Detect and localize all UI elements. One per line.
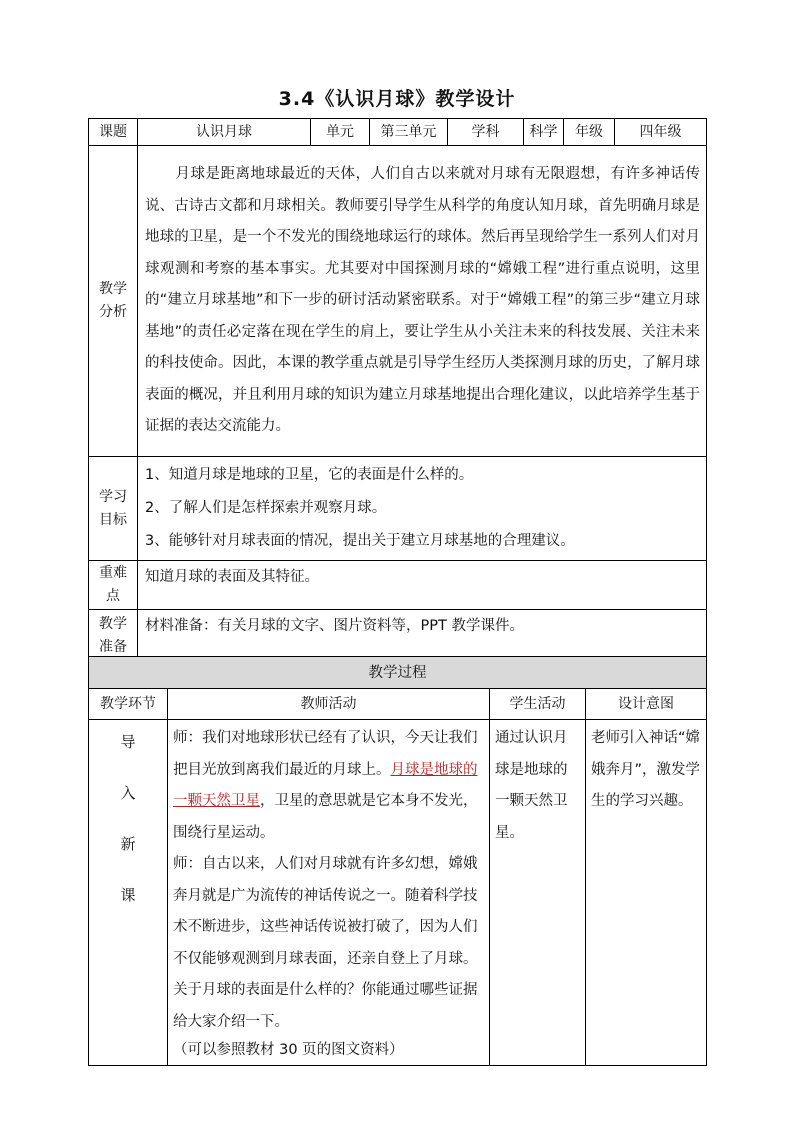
- design-intent: 老师引入神话“嫦娥奔月”，激发学生的学习兴趣。: [586, 720, 707, 1066]
- teacher-paragraph-1: 师：我们对地球形状已经有了认识，今天让我们把目光放到离我们最近的月球上。月球是地球的一颗天然卫星，卫星的意思就是它本身不发光，围绕行星运动。: [173, 730, 478, 841]
- phase-intro: 导 入 新 课: [89, 720, 168, 1066]
- grade-label: 年级: [564, 119, 615, 146]
- analysis-text: 月球是距离地球最近的天体，人们自古以来就对月球有无限遐想，有许多神话传说、古诗古文都和月球相关。教师要引导学生从科学的角度认知月球，首先明确月球是地球的卫星，是一个不发光的围绕地球运行的球体。然后再呈现给学生一系列人们对月球观测和考察的基本事实。尤其要对中国探测月球的“嫦娥工程”进行重点说明，这里的“建立月球基地”和下一步的研讨活动紧密联系。对于“嫦娥工程”的第三步“建立月球基地”的责任必定落在现在学生的肩上，要让学生从小关注未来的科技发展、关注未来的科技使命。因此，本课的教学重点就是引导学生经历人类探测月球的历史，了解月球表面的概况，并且利用月球的知识为建立月球基地提出合理化建议，以此培养学生基于证据的表达交流能力。: [138, 146, 707, 457]
- process-header-row: [89, 689, 707, 720]
- goals-row: [89, 457, 707, 561]
- preparation-label: 教学 准备: [89, 610, 138, 662]
- topic-label: 课题: [89, 119, 138, 146]
- process-section-row: [89, 657, 707, 689]
- header-phase: 教学环节: [89, 689, 168, 720]
- process-section-title: 教学过程: [89, 657, 707, 689]
- header-intent: 设计意图: [586, 689, 707, 720]
- info-row: [89, 119, 707, 146]
- preparation-row: [89, 610, 707, 662]
- teaching-process-table: [88, 656, 707, 1066]
- grade-value: 四年级: [615, 119, 707, 146]
- goal-item: 2、了解人们是怎样探索并观察月球。: [145, 500, 387, 516]
- preparation-text: 材料准备：有关月球的文字、图片资料等，PPT 教学课件。: [138, 610, 707, 662]
- student-activity: 通过认识月球是地球的一颗天然卫星。: [490, 720, 586, 1066]
- unit-value: 第三单元: [370, 119, 448, 146]
- goal-item: 1、知道月球是地球的卫星，它的表面是什么样的。: [145, 467, 474, 483]
- goals-list: [138, 457, 707, 561]
- teacher-paragraph-3: （可以参照教材 30 页的图文资料）: [173, 1042, 404, 1058]
- header-student: 学生活动: [490, 689, 586, 720]
- unit-label: 单元: [311, 119, 370, 146]
- key-points-text: 知道月球的表面及其特征。: [138, 561, 707, 610]
- key-points-label: 重难 点: [89, 561, 138, 610]
- key-points-row: [89, 561, 707, 610]
- lesson-info-table: [88, 118, 707, 662]
- subject-value: 科学: [524, 119, 564, 146]
- goals-label: 学习 目标: [89, 457, 138, 561]
- teacher-activity: [168, 720, 490, 1066]
- topic-value: 认识月球: [138, 119, 311, 146]
- process-row-intro: [89, 720, 707, 1066]
- subject-label: 学科: [448, 119, 524, 146]
- document-title: 3.4《认识月球》教学设计: [278, 88, 516, 110]
- header-teacher: 教师活动: [168, 689, 490, 720]
- highlighted-text: 月球是地球的一颗天然卫星: [173, 761, 478, 809]
- teacher-paragraph-2: 师：自古以来，人们对月球就有许多幻想，嫦娥奔月就是广为流传的神话传说之一。随着科学技术不断进步，这些神话传说被打破了，因为人们不仅能够观测到月球表面，还亲自登上了月球。关于月球的表面是什么样的？你能通过哪些证据给大家介绍一下。: [173, 856, 478, 1030]
- goal-item: 3、能够针对月球表面的情况，提出关于建立月球基地的合理建议。: [145, 533, 575, 549]
- analysis-row: [89, 146, 707, 457]
- analysis-label: 教学 分析: [89, 146, 138, 457]
